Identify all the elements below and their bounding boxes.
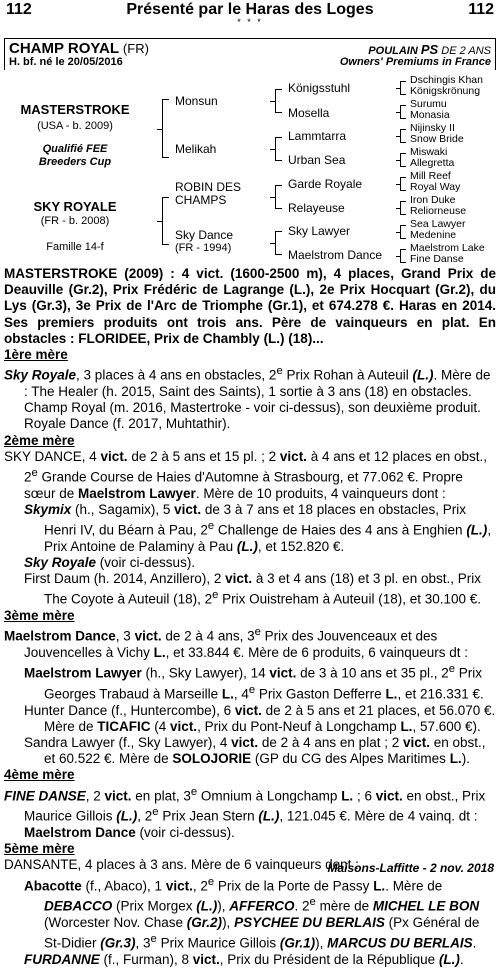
ggg-name: Snow Bride <box>410 133 464 145</box>
page-title: Présenté par le Haras des Loges <box>126 1 374 18</box>
page-header <box>6 0 494 27</box>
bracket <box>400 249 406 263</box>
section-heading: 5ème mère <box>4 841 75 857</box>
bracket <box>400 225 406 239</box>
sire-info: (USA - b. 2009) <box>37 120 113 132</box>
ggg-name: Miswaki <box>410 146 448 158</box>
ggg-name: Dschingis Khan <box>410 74 483 86</box>
stars-ornament: * * * <box>237 17 263 27</box>
horse-header-box <box>4 38 496 70</box>
section-heading: 4ème mère <box>4 767 75 783</box>
grandsire: CHAMPS <box>175 193 227 207</box>
horse-sex-age: POULAIN PS DE 2 ANS <box>368 42 491 57</box>
bracket <box>275 231 282 255</box>
gg-name: Königsstuhl <box>288 81 351 95</box>
sire-name: MASTERSTROKE <box>20 102 130 117</box>
produce-entry: Sky Royale (voir ci-dessus). <box>24 554 196 570</box>
bracket <box>275 185 282 209</box>
gg-name: Sky Lawyer <box>288 224 351 238</box>
ggg-name: Iron Duke <box>410 194 456 206</box>
owners-premiums: Owners' Premiums in France <box>339 56 491 68</box>
dam-info: (FR - b. 2008) <box>40 215 110 227</box>
produce-entry: Hunter Dance (f., Huntercombe), 6 vict. de 2 à 5 ans et 21 places, et 56.070 €. Mère de TICAFIC (4 vict., Prix du Pont-Neuf à Longchamp L., 57.600 €). <box>24 702 496 734</box>
ggg-name: Royal Way <box>410 181 461 193</box>
ggg-name: Allegretta <box>410 157 455 169</box>
bracket <box>400 129 406 143</box>
dam-entry: Sky Royale, 3 places à 4 ans en obstacles, 2e Prix Rohan à Auteuil (L.). Mère de : The Healer (h. 2015, Saint des Saints), 1 sortie à 3 ans (18) en obstacles. Champ Royal (m. 2016, Mastertroke - voir ci-dessus), son deuxième produit. Royale Dance (f. 2017, Muhtathir). <box>4 365 491 432</box>
ggg-name: Medenine <box>410 229 457 241</box>
dam-entry: Maelstrom Dance, 3 vict. de 2 à 4 ans, 3e Prix des Jouvenceaux et des Jouvencelles à Vichy L., et 33.844 €. Mère de 6 produits, 6 vainqueurs dt : <box>4 626 469 660</box>
gg-name: Relayeuse <box>288 201 345 215</box>
bracket <box>275 89 282 113</box>
pedigree-table <box>0 69 500 265</box>
produce-entry: Abacotte (f., Abaco), 1 vict., 2e Prix de la Porte de Passy L.. Mère de DEBACCO (Prix Morgex (L.)), AFFERCO. 2e mère de MICHEL LE BON (Worcester Nov. Chase (Gr.2)), PSYCHEE DU BERLAIS (Px Général de St-Didier (Gr.3), 3e Prix Maurice Gillois (Gr.1)), MARCUS DU BERLAIS. <box>24 875 480 951</box>
granddam: Melikah <box>175 142 217 156</box>
produce-entry: Sandra Lawyer (f., Sky Lawyer), 4 vict. de 2 à 4 ans en plat ; 2 vict. en obst., et 60.522 €. Mère de SOLOJORIE (GP du CG des Alpes Maritimes L.). <box>24 734 486 767</box>
famille: Famille 14-f <box>46 241 104 253</box>
ggg-name: Nijinsky II <box>410 122 455 134</box>
gg-name: Garde Royale <box>288 177 363 191</box>
gg-name: Lammtarra <box>288 129 347 143</box>
section-heading: 1ère mère <box>4 347 68 363</box>
produce-entry: Maelstrom Lawyer (h., Sky Lawyer), 14 vict. de 3 à 10 ans et 35 pl., 2e Prix Georges Trabaud à Marseille L., 4e Prix Gaston Defferre L., et 216.331 €. <box>24 663 484 702</box>
ggg-name: Surumu <box>410 98 447 110</box>
produce-entry: Skymix (h., Sagamix), 5 vict. de 3 à 7 ans et 18 places en obstacles, Prix Henri IV, du Béarn à Pau, 2e Challenge de Haies des 4 ans à Enghien (L.), Prix Antoine de Palaminy à Pau (L.), et 152.820 €. <box>24 501 492 554</box>
dam-entry: SKY DANCE, 4 vict. de 2 à 5 ans et 15 pl. ; 2 vict. à 4 ans et 12 places en obst., 2e Grande Course de Haies d'Automne à Strasbourg, et 77.062 €. Propre sœur de Maelstrom Lawyer. Mère de 10 produits, 4 vainqueurs dont : <box>4 448 488 501</box>
produce-entry: Maelstrom Dance (voir ci-dessus). <box>24 825 235 840</box>
horse-birth: H. bf. né le 20/05/2016 <box>9 56 123 68</box>
ggg-name: Mill Reef <box>410 170 451 182</box>
ggg-name: Monasia <box>410 109 450 121</box>
horse-name: CHAMP ROYAL (FR) <box>9 40 149 57</box>
grandsire: ROBIN DES <box>175 180 242 194</box>
dam-entry: FINE DANSE, 2 vict. en plat, 3e Omnium à Longchamp L. ; 6 vict. en obst., Prix Maurice Gillois (L.), 2e Prix Jean Stern (L.), 121.045 €. Mère de 4 vainq. dt : <box>4 785 486 824</box>
ggg-name: Maelstrom Lake <box>410 242 485 254</box>
bracket <box>275 137 282 161</box>
section-heading: 3ème mère <box>4 608 75 624</box>
section-heading: 2ème mère <box>4 432 75 448</box>
dam-name: SKY ROYALE <box>33 199 117 214</box>
granddam: Sky Dance <box>175 228 234 242</box>
bracket <box>400 201 406 215</box>
footer-date: Maisons-Laffitte - 2 nov. 2018 <box>327 861 494 875</box>
gg-name: Urban Sea <box>288 153 346 167</box>
bracket <box>400 153 406 167</box>
produce-entry: FURDANNE (f., Furman), 8 vict., Prix du Président de la République (L.). <box>24 951 464 967</box>
bracket <box>400 177 406 191</box>
gg-name: Maelstrom Dance <box>288 248 383 262</box>
bracket <box>162 197 169 245</box>
ggg-name: Sea Lawyer <box>410 218 466 230</box>
grandsire: Monsun <box>175 94 218 108</box>
sire-note: Qualifié FEE <box>42 143 108 155</box>
ggg-name: Fine Danse <box>410 253 464 265</box>
bracket <box>162 99 169 158</box>
bracket <box>400 105 406 119</box>
gg-name: Mosella <box>288 106 330 120</box>
bracket <box>400 81 406 95</box>
ggg-name: Königskrönung <box>410 85 481 97</box>
sire-summary: MASTERSTROKE (2009) : 4 vict. (1600-2500 m), 4 places, Grand Prix de Deauville (Gr.2), Prix Frédéric de Lagrange (L.), 2e Prix Hocquart (Gr.2), du Lys (Gr.3), 3e Prix de l'Arc de Triomphe (Gr.1), et 674.278 €. Haras en 2014. Ses premiers produits ont trois ans. Père de vainqueurs en plat. En obstacles : FLORIDEE, Prix de Chambly (L.) (18)... <box>4 266 496 346</box>
produce-entry: First Daum (h. 2014, Anzillero), 2 vict. à 3 et 4 ans (18) et 3 pl. en obst., Prix The Coyote à Auteuil (18), 2e Prix Ouistreham à Auteuil (18), et 30.100 €. <box>24 571 482 607</box>
dam-entry: DANSANTE, 4 places à 3 ans. Mère de 6 vainqueurs dont : <box>4 857 359 873</box>
page-number-right: 112 <box>468 1 494 18</box>
page-number-left: 112 <box>6 1 32 18</box>
ggg-name: Reliorneuse <box>410 205 467 217</box>
granddam-info: (FR - 1994) <box>175 242 232 254</box>
sire-note: Breeders Cup <box>38 156 112 168</box>
